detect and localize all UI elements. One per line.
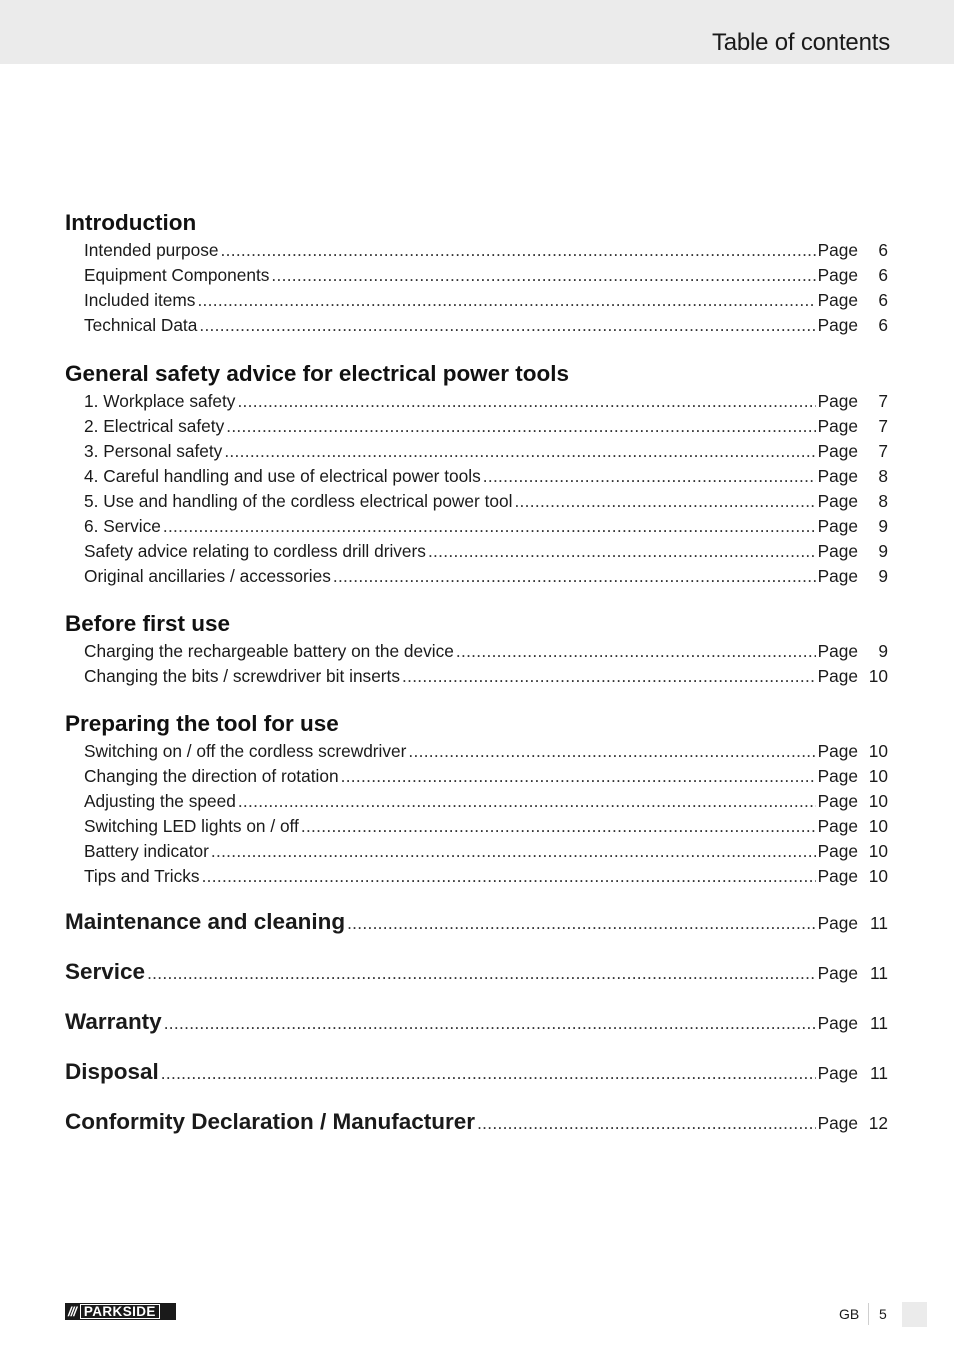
dot-leader: [333, 564, 816, 589]
toc-entry-page-number: 10: [868, 841, 888, 861]
dot-leader: [341, 764, 816, 789]
toc-entry-page-label: Page: [817, 240, 858, 260]
toc-entry-page-number: 7: [878, 441, 888, 461]
toc-main-entry-title: Warranty: [65, 1009, 162, 1034]
toc-entry-page-number: 9: [878, 516, 888, 536]
toc-entry-page-number: 6: [878, 240, 888, 260]
toc-entry-title: Switching on / off the cordless screwdriver: [84, 741, 407, 761]
footer-marker-box: [902, 1302, 927, 1327]
toc-entry-page-number: 10: [868, 766, 888, 786]
dot-leader: [402, 664, 816, 689]
dot-leader: [301, 814, 816, 839]
toc-entry-page-number: 8: [878, 491, 888, 511]
toc-entry-title: Included items: [84, 290, 196, 310]
toc-entry-title: Adjusting the speed: [84, 791, 236, 811]
toc-entry-title: Tips and Tricks: [84, 866, 200, 886]
toc-entry-page-label: Page: [817, 566, 858, 586]
toc-entry-page-label: Page: [817, 1063, 858, 1083]
toc-entry-page-number: 11: [870, 1013, 888, 1033]
toc-entry-title: 5. Use and handling of the cordless electrical power tool: [84, 491, 513, 511]
toc-entry[interactable]: [84, 288, 888, 313]
toc-entry-title: Original ancillaries / accessories: [84, 566, 331, 586]
toc-entry[interactable]: [84, 489, 888, 514]
toc-entry-page-number: 10: [868, 666, 888, 686]
toc-entry-page-label: Page: [817, 963, 858, 983]
toc-entry-title: 6. Service: [84, 516, 161, 536]
toc-entry-page-label: Page: [817, 791, 858, 811]
section-heading-general-safety: General safety advice for electrical power tools: [65, 361, 569, 386]
parkside-logo: [65, 1303, 176, 1320]
toc-entry-title: Battery indicator: [84, 841, 209, 861]
dot-leader: [164, 1009, 816, 1037]
toc-main-entry-title: Disposal: [65, 1059, 159, 1084]
toc-main-entry[interactable]: [65, 1009, 888, 1039]
dot-leader: [271, 263, 815, 288]
page-number: 5: [879, 1306, 887, 1322]
toc-entry-page-label: Page: [817, 913, 858, 933]
page-title: Table of contents: [711, 29, 890, 56]
toc-entry-page-number: 11: [870, 913, 888, 933]
toc-entry[interactable]: [84, 864, 888, 889]
toc-entry-title: 2. Electrical safety: [84, 416, 225, 436]
toc-entry[interactable]: [84, 764, 888, 789]
dot-leader: [147, 959, 816, 987]
toc-entry[interactable]: [84, 564, 888, 589]
toc-entry-page-number: 10: [868, 816, 888, 836]
toc-entry[interactable]: [84, 514, 888, 539]
toc-entry-title: Technical Data: [84, 315, 198, 335]
toc-entry-title: Changing the direction of rotation: [84, 766, 339, 786]
toc-entry[interactable]: [84, 664, 888, 689]
toc-entry[interactable]: [84, 464, 888, 489]
toc-entry-page-number: 10: [868, 791, 888, 811]
toc-entry-page-number: 6: [878, 290, 888, 310]
logo-slashes: ///: [68, 1304, 76, 1319]
toc-entry[interactable]: [84, 439, 888, 464]
toc-entry-page-label: Page: [817, 416, 858, 436]
toc-entry-page-number: 10: [868, 866, 888, 886]
toc-entry[interactable]: [84, 789, 888, 814]
toc-entry-page-label: Page: [817, 841, 858, 861]
toc-main-entry[interactable]: [65, 1059, 888, 1089]
dot-leader: [477, 1109, 816, 1137]
section-heading-preparing-tool: Preparing the tool for use: [65, 711, 339, 736]
dot-leader: [514, 489, 815, 514]
toc-entry-page-label: Page: [817, 290, 858, 310]
toc-main-entry[interactable]: [65, 909, 888, 939]
toc-entry-title: 3. Personal safety: [84, 441, 223, 461]
toc-entry-page-label: Page: [817, 1013, 858, 1033]
toc-entry[interactable]: [84, 814, 888, 839]
dot-leader: [211, 839, 816, 864]
toc-entry-page-label: Page: [817, 265, 858, 285]
toc-entry-page-label: Page: [817, 641, 858, 661]
dot-leader: [202, 864, 816, 889]
toc-main-entry-title: Service: [65, 959, 146, 984]
toc-entry-page-number: 10: [868, 741, 888, 761]
toc-entry-page-number: 6: [878, 265, 888, 285]
toc-entry[interactable]: [84, 389, 888, 414]
toc-entry-page-label: Page: [817, 666, 858, 686]
toc-entry-page-number: 11: [870, 1063, 888, 1083]
toc-entry-page-label: Page: [817, 766, 858, 786]
toc-entry-title: 4. Careful handling and use of electrical power tools: [84, 466, 481, 486]
logo-text: PARKSIDE: [80, 1304, 160, 1319]
dot-leader: [224, 439, 815, 464]
toc-entry[interactable]: [84, 739, 888, 764]
dot-leader: [199, 313, 815, 338]
toc-entry-page-label: Page: [817, 315, 858, 335]
dot-leader: [408, 739, 815, 764]
toc-entry-page-label: Page: [817, 466, 858, 486]
toc-entry-page-label: Page: [817, 441, 858, 461]
toc-entry-page-number: 8: [878, 466, 888, 486]
toc-entry[interactable]: [84, 238, 888, 263]
dot-leader: [163, 514, 816, 539]
toc-entry-page-label: Page: [817, 816, 858, 836]
toc-main-entry[interactable]: [65, 1109, 888, 1139]
toc-entry-page-label: Page: [817, 391, 858, 411]
section-heading-introduction: Introduction: [65, 210, 197, 235]
toc-entry[interactable]: [84, 839, 888, 864]
toc-entry[interactable]: [84, 313, 888, 338]
toc-entry-title: Safety advice relating to cordless drill drivers: [84, 541, 426, 561]
toc-entry-page-label: Page: [817, 541, 858, 561]
toc-entry-page-number: 11: [870, 963, 888, 983]
toc-entry[interactable]: [84, 263, 888, 288]
toc-entry-title: Intended purpose: [84, 240, 219, 260]
toc-entry-page-label: Page: [817, 866, 858, 886]
toc-entry-page-number: 9: [878, 566, 888, 586]
toc-main-entry-title: Maintenance and cleaning: [65, 909, 346, 934]
toc-entry-page-label: Page: [817, 741, 858, 761]
dot-leader: [456, 639, 816, 664]
language-code: GB: [839, 1306, 860, 1322]
dot-leader: [197, 288, 815, 313]
toc-entry-page-number: 6: [878, 315, 888, 335]
toc-entry-page-label: Page: [817, 1113, 858, 1133]
toc-entry[interactable]: [84, 414, 888, 439]
dot-leader: [226, 414, 815, 439]
toc-entry-title: 1. Workplace safety: [84, 391, 236, 411]
toc-entry-title: Switching LED lights on / off: [84, 816, 299, 836]
toc-entry-page-number: 9: [878, 541, 888, 561]
toc-entry-title: Charging the rechargeable battery on the device: [84, 641, 454, 661]
toc-main-entry-title: Conformity Declaration / Manufacturer: [65, 1109, 476, 1134]
dot-leader: [221, 238, 816, 263]
section-heading-before-first-use: Before first use: [65, 611, 231, 636]
toc-entry-page-number: 9: [878, 641, 888, 661]
dot-leader: [347, 909, 816, 937]
toc-entry-title: Equipment Components: [84, 265, 270, 285]
toc-main-entry[interactable]: [65, 959, 888, 989]
toc-entry-page-number: 7: [878, 416, 888, 436]
toc-entry[interactable]: [84, 639, 888, 664]
footer-divider: [868, 1303, 869, 1325]
toc-entry-page-number: 12: [868, 1113, 888, 1133]
dot-leader: [161, 1059, 816, 1087]
toc-entry-title: Changing the bits / screwdriver bit inserts: [84, 666, 400, 686]
dot-leader: [483, 464, 816, 489]
toc-entry-page-number: 7: [878, 391, 888, 411]
dot-leader: [428, 539, 816, 564]
dot-leader: [238, 789, 816, 814]
dot-leader: [237, 389, 815, 414]
toc-entry-page-label: Page: [817, 491, 858, 511]
toc-entry-page-label: Page: [817, 516, 858, 536]
toc-entry[interactable]: [84, 539, 888, 564]
